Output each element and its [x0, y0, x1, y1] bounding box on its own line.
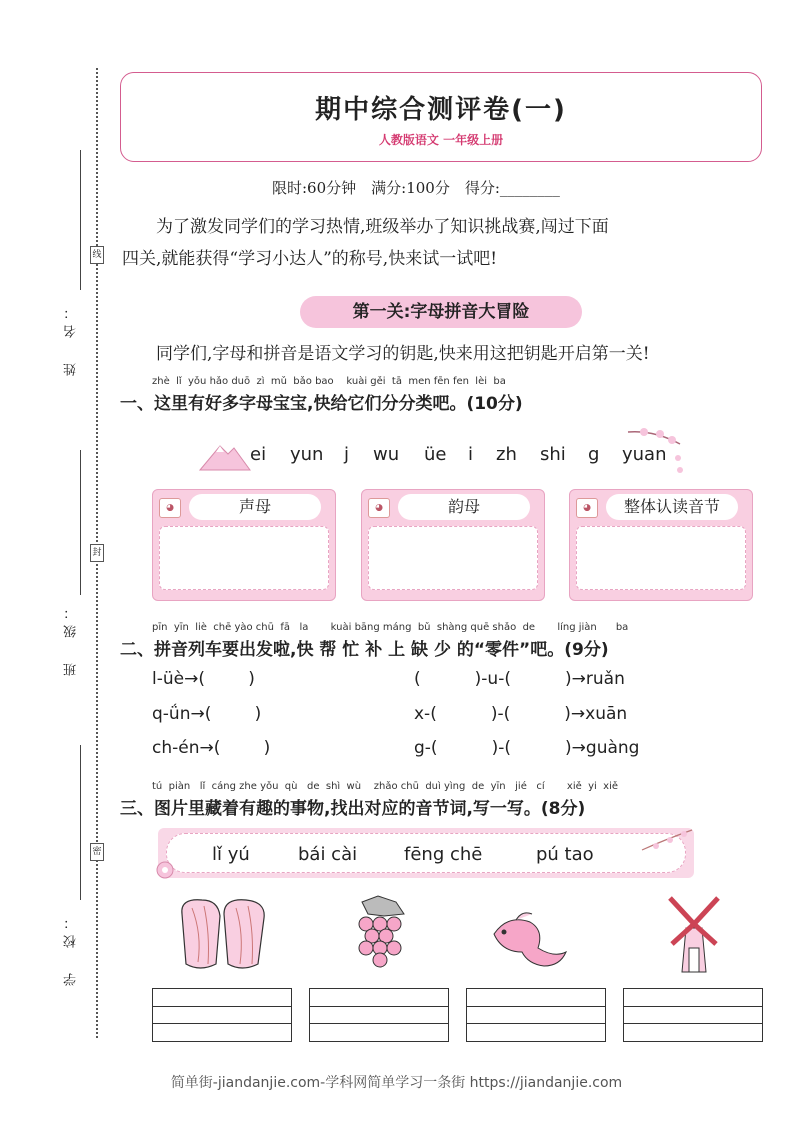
card-title: 声母: [189, 494, 321, 520]
letter-item: yun: [290, 444, 324, 465]
seal-mark-seal: 封: [90, 544, 104, 562]
flower-branch-icon: [640, 826, 694, 856]
card-title: 韵母: [398, 494, 530, 520]
writing-grid[interactable]: [466, 988, 606, 1042]
q1-text: 一、这里有好多字母宝宝,快给它们分分类吧。(10分): [120, 394, 523, 414]
word-option: lǐ yú: [212, 844, 250, 865]
name-label: 姓 名：: [64, 300, 79, 376]
letter-item: üe: [424, 444, 447, 465]
school-label: 学 校：: [64, 910, 79, 986]
q2-item[interactable]: ch-én→( ): [152, 738, 271, 758]
letter-item: g: [588, 444, 600, 465]
footer-watermark: 简单街-jiandanjie.com-学科网简单学习一条街 https://jiandanjie.com: [170, 1075, 623, 1091]
q2-text: 二、拼音列车要出发啦,快 帮 忙 补 上 缺 少 的“零件”吧。(9分): [120, 640, 609, 660]
stage-intro: 同学们,字母和拼音是语文学习的钥匙,快来用这把钥匙开启第一关!: [122, 344, 650, 364]
q2-item[interactable]: ( )-u-( )→ruǎn: [414, 669, 625, 689]
word-option: bái cài: [298, 844, 358, 865]
intro-line-2: 四关,就能获得“学习小达人”的称号,快来试一试吧!: [122, 249, 498, 269]
name-write-line: [80, 150, 81, 290]
writing-grid[interactable]: [623, 988, 763, 1042]
word-option: pú tao: [536, 844, 594, 865]
q2-item[interactable]: q-ǘn→( ): [152, 704, 262, 724]
mountain-icon: [198, 440, 252, 472]
q2-item[interactable]: g-( )-( )→guàng: [414, 738, 640, 758]
blossom-icon: [152, 858, 178, 882]
letter-item: wu: [373, 444, 400, 465]
answer-area[interactable]: [368, 526, 538, 590]
q1-pinyin: zhè lǐ yǒu hǎo duō zì mǔ bǎo bao kuài gěi tā men fēn fen lèi ba: [152, 376, 506, 387]
category-card-finals: [361, 489, 545, 601]
windmill-picture: [664, 892, 724, 974]
intro-line-1: 为了激发同学们的学习热情,班级举办了知识挑战赛,闯过下面: [122, 217, 609, 237]
writing-grid[interactable]: [152, 988, 292, 1042]
word-option: fēng chē: [404, 844, 483, 865]
stage-banner: 第一关:字母拼音大冒险: [300, 296, 582, 328]
q2-item[interactable]: l-üè→( ): [152, 669, 255, 689]
page-title: 期中综合测评卷(一): [315, 95, 567, 125]
q3-text: 三、图片里藏着有趣的事物,找出对应的音节词,写一写。(8分): [120, 799, 586, 819]
sheep-icon: ◕: [576, 498, 598, 518]
category-card-whole-syllables: [569, 489, 753, 601]
category-card-initials: [152, 489, 336, 601]
class-label: 班 级：: [64, 600, 79, 676]
writing-grid[interactable]: [309, 988, 449, 1042]
letter-item: i: [468, 444, 474, 465]
class-write-line: [80, 450, 81, 595]
q2-item[interactable]: x-( )-( )→xuān: [414, 704, 628, 724]
letter-item: zh: [496, 444, 517, 465]
letter-item: shi: [540, 444, 566, 465]
answer-area[interactable]: [576, 526, 746, 590]
exam-info: 限时:60分钟 满分:100分 得分:________: [272, 179, 560, 197]
cabbage-picture: [174, 894, 274, 974]
letter-item: yuan: [622, 444, 667, 465]
q2-pinyin: pīn yīn liè chē yào chū fā la kuài bāng máng bǔ shàng quē shǎo de líng jiàn ba: [152, 622, 629, 633]
q3-pinyin: tú piàn lǐ cáng zhe yǒu qù de shì wù zhǎo chū duì yìng de yīn jié cí xiě yi xiě: [152, 781, 619, 792]
letter-item: j: [344, 444, 350, 465]
card-title: 整体认读音节: [606, 494, 738, 520]
answer-area[interactable]: [159, 526, 329, 590]
header-box: [120, 72, 762, 162]
letter-item: ei: [250, 444, 267, 465]
sheep-icon: ◕: [368, 498, 390, 518]
grapes-picture: [344, 894, 414, 974]
page-subtitle: 人教版语文 一年级上册: [378, 133, 504, 147]
fish-picture: [488, 908, 574, 974]
seal-mark-secret: 密: [90, 843, 104, 861]
sheep-icon: ◕: [159, 498, 181, 518]
school-write-line: [80, 745, 81, 900]
seal-mark-line: 线: [90, 246, 104, 264]
